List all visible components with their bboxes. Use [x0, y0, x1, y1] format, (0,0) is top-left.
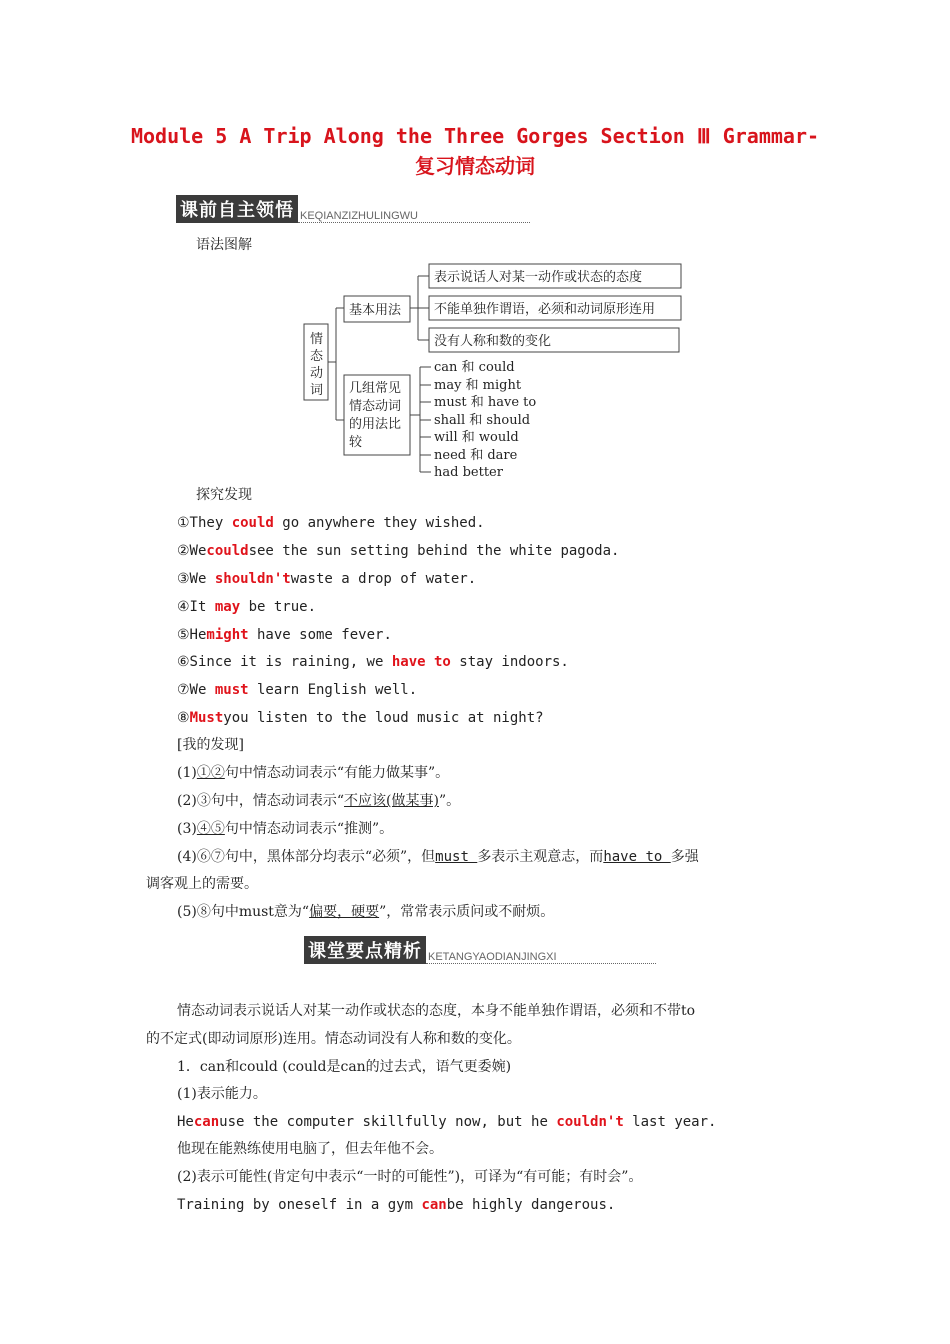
point-1-example-2: Training by oneself in a gym canbe highly dangerous.: [177, 1197, 616, 1213]
findings-label: [我的发现]: [177, 737, 244, 753]
title-line-1: Module 5 A Trip Along the Three Gorges Section Ⅲ Grammar-: [130, 124, 820, 148]
diagram-branch2-item: will 和 would: [434, 430, 519, 445]
section-banner-classroom: [304, 936, 656, 964]
finding-1: (1)①②句中情态动词表示“有能力做某事”。: [177, 765, 450, 781]
diagram-branch2-line: 较: [349, 435, 363, 450]
diagram-branch1-item: 表示说话人对某一动作或状态的态度: [434, 270, 643, 285]
example-sentence: ④It may be true.: [177, 599, 316, 615]
page-title: [0, 121, 950, 181]
diagram-branch2-item: had better: [434, 465, 503, 480]
explore-label: 探究发现: [196, 487, 252, 503]
section-banner-pinyin: KEQIANZIZHULINGWU: [298, 210, 530, 223]
section-banner-pinyin: KETANGYAODIANJINGXI: [426, 951, 656, 964]
grammar-diagram-label: 语法图解: [196, 237, 252, 253]
grammar-diagram: [300, 260, 700, 485]
finding-3: (3)④⑤句中情态动词表示“推测”。: [177, 821, 394, 837]
title-line-2: 复习情态动词: [415, 154, 535, 178]
section-banner-label: 课前自主领悟: [176, 195, 298, 223]
diagram-branch2-item: need 和 dare: [434, 448, 518, 463]
diagram-branch1-label: 基本用法: [349, 303, 402, 318]
diagram-branch2-line: 情态动词: [349, 399, 402, 414]
finding-4-continued: 调客观上的需要。: [146, 876, 258, 892]
finding-5: (5)⑧句中must意为“偏要，硬要”，常常表示质问或不耐烦。: [177, 904, 555, 920]
point-1-example-1-translation: 他现在能熟练使用电脑了，但去年他不会。: [177, 1141, 443, 1157]
diagram-branch2-line: 几组常见: [349, 381, 402, 396]
diagram-branch1-item: 不能单独作谓语，必须和动词原形连用: [434, 302, 656, 317]
diagram-branch2-item: must 和 have to: [434, 395, 537, 410]
diagram-branch1-item: 没有人称和数的变化: [434, 334, 552, 349]
example-sentence: ②Wecouldsee the sun setting behind the white pagoda.: [177, 543, 620, 559]
example-sentence: ⑧Mustyou listen to the loud music at night?: [177, 710, 544, 726]
diagram-root-char-3: 动: [310, 366, 324, 381]
section-banner-preview: [176, 195, 530, 223]
diagram-root-char-2: 态: [310, 349, 324, 364]
point-1-sub-1: (1)表示能力。: [177, 1086, 267, 1102]
diagram-branch2-item: shall 和 should: [434, 413, 531, 428]
diagram-branch2-line: 的用法比: [349, 417, 402, 432]
section-banner-label: 课堂要点精析: [304, 936, 426, 964]
intro-line-2: 的不定式(即动词原形)连用。情态动词没有人称和数的变化。: [146, 1031, 521, 1047]
diagram-root-char-1: 情: [310, 332, 324, 347]
finding-4: (4)⑥⑦句中，黑体部分均表示“必须”，但must 多表示主观意志，而have to 多强: [177, 849, 699, 865]
example-sentence: ①They could go anywhere they wished.: [177, 515, 485, 531]
finding-2: (2)③句中，情态动词表示“不应该(做某事)”。: [177, 793, 461, 809]
intro-line-1: 情态动词表示说话人对某一动作或状态的态度，本身不能单独作谓语，必须和不带to: [177, 1003, 696, 1019]
diagram-branch2-item: may 和 might: [434, 378, 522, 393]
example-sentence: ⑦We must learn English well.: [177, 682, 418, 698]
point-1-sub-2: (2)表示可能性(肯定句中表示“一时的可能性”)，可译为“有可能；有时会”。: [177, 1169, 643, 1185]
diagram-branch2-item: can 和 could: [434, 360, 515, 375]
diagram-root-char-4: 词: [310, 383, 324, 398]
point-1-heading: 1．can和could (could是can的过去式，语气更委婉): [177, 1059, 512, 1075]
example-sentence: ③We shouldn'twaste a drop of water.: [177, 571, 477, 587]
example-sentence: ⑥Since it is raining, we have to stay indoors.: [177, 654, 569, 670]
point-1-example-1: Hecanuse the computer skillfully now, but he couldn't last year.: [177, 1114, 717, 1130]
example-sentence: ⑤Hemight have some fever.: [177, 627, 392, 643]
